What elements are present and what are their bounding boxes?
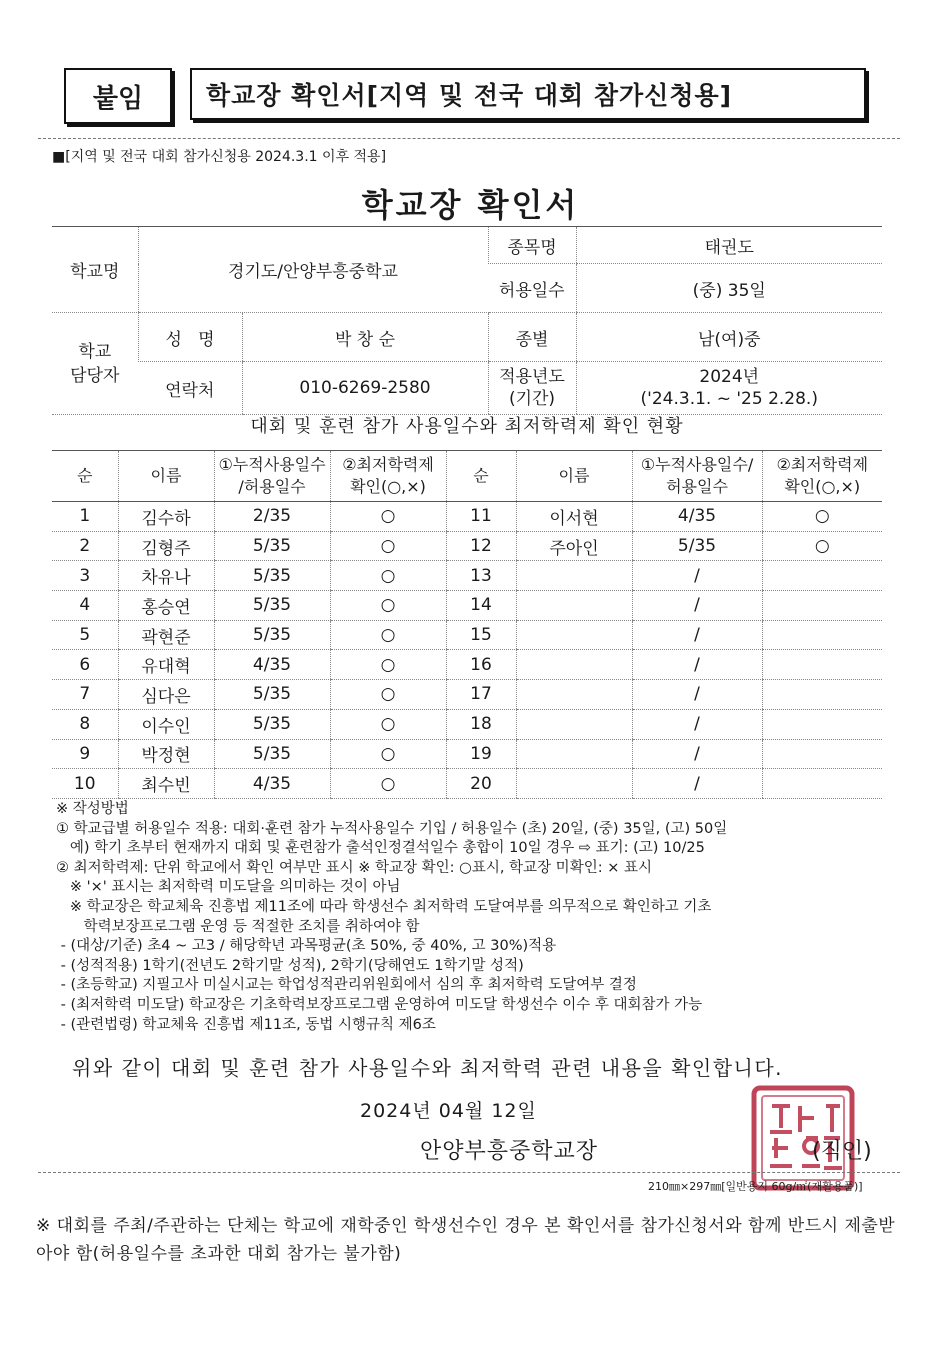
col-num: 순: [52, 451, 118, 502]
instruction-line: ※ '×' 표시는 최저학력 미도달을 의미하는 것이 아님: [56, 879, 401, 896]
table-row: [52, 502, 882, 532]
applicability-note: ■[지역 및 전국 대회 참가신청용 2024.3.1 이후 적용]: [52, 149, 387, 165]
cell-ok: ○: [330, 680, 446, 710]
attachment-tag-text: 붙임: [92, 83, 144, 114]
cell-n2: 12: [446, 531, 516, 561]
cell-days2: /: [632, 739, 762, 769]
instruction-line: ※ 작성방법: [56, 801, 129, 817]
cell-name: 곽현준: [118, 620, 214, 650]
instruction-line: - (최저학력 미도달) 학교장은 기초학력보장프로그램 운영하여 미도달 학생선수 이수 후 대회참가 가능: [56, 996, 703, 1013]
table-body: [52, 502, 882, 799]
cell-days2: 5/35: [632, 531, 762, 561]
seal-label: (직인): [812, 1139, 872, 1164]
manager-label-line2: 담당자: [70, 365, 120, 386]
col-acad-line2: 확인(○,×): [350, 477, 426, 496]
cell-days: 5/35: [214, 680, 330, 710]
instruction-line: ※ 학교장은 학교체육 진흥법 제11조에 따라 학생선수 최저학력 도달여부를 의무적으로 확인하고 기초: [56, 898, 712, 915]
cell-n2: 11: [446, 502, 516, 532]
school-label: 학교명: [52, 227, 138, 313]
document-banner-text: 학교장 확인서[지역 및 전국 대회 참가신청용]: [206, 81, 733, 110]
cell-days: 5/35: [214, 561, 330, 591]
attachment-tag: [64, 68, 172, 124]
year-label: [488, 362, 576, 415]
cell-days2: /: [632, 709, 762, 739]
cell-name2: [516, 561, 632, 591]
contact-label: 연락처: [138, 362, 242, 415]
instruction-line: - (성적적용) 1학기(전년도 2학기말 성적), 2학기(당해연도 1학기말 성적): [56, 957, 524, 974]
confirmation-statement: 위와 같이 대회 및 훈련 참가 사용일수와 최저학력 관련 내용을 확인합니다.: [72, 1056, 784, 1080]
cell-n2: 14: [446, 591, 516, 621]
cell-name: 최수빈: [118, 769, 214, 799]
col-days: [214, 451, 330, 502]
cell-ok2: [762, 680, 882, 710]
instruction-line: 학력보장프로그램 운영 등 적절한 조치를 취하여야 함: [56, 918, 420, 935]
cell-ok: ○: [330, 620, 446, 650]
name-value: 박 창 순: [242, 313, 488, 362]
year-label-line2: (기간): [508, 389, 556, 409]
divider: [38, 138, 900, 139]
cell-n: 3: [52, 561, 118, 591]
school-value: 경기도/안양부흥중학교: [138, 227, 488, 313]
info-table: [52, 226, 882, 415]
col-acad-right: [762, 451, 882, 502]
cell-name: 차유나: [118, 561, 214, 591]
col-days-right-line1: ①누적사용일수/: [640, 455, 754, 474]
table-row: [52, 531, 882, 561]
cell-days2: 4/35: [632, 502, 762, 532]
table-row: [52, 739, 882, 769]
sport-label: 종목명: [488, 227, 576, 264]
cell-name2: [516, 769, 632, 799]
cell-n: 10: [52, 769, 118, 799]
cell-ok2: [762, 591, 882, 621]
cell-ok: ○: [330, 769, 446, 799]
col-acad-right-line1: ②최저학력제: [776, 455, 869, 474]
gender-value: 남(여)중: [576, 313, 882, 362]
cell-name2: 이서현: [516, 502, 632, 532]
cell-name: 유대혁: [118, 650, 214, 680]
instruction-line: 예) 학기 초부터 현재까지 대회 및 훈련참가 출석인정결석일수 총합이 10일 경우 ⇨ 표기: (고) 10/25: [56, 840, 705, 857]
section-title: 대회 및 훈련 참가 사용일수와 최저학력제 확인 현황: [250, 416, 684, 437]
cell-n: 5: [52, 620, 118, 650]
cell-ok: ○: [330, 502, 446, 532]
manager-label-line1: 학교: [78, 341, 112, 362]
col-days-line2: /허용일수: [238, 477, 306, 496]
participation-table: [52, 450, 882, 799]
cell-name2: [516, 680, 632, 710]
table-row: [52, 620, 882, 650]
cell-days: 4/35: [214, 650, 330, 680]
footer-note: ※ 대회를 주최/주관하는 단체는 학교에 재학중인 학생선수인 경우 본 확인서를 참가신청서와 함께 반드시 제출받아야 함(허용일수를 초과한 대회 참가는 불가함): [36, 1216, 896, 1264]
cell-days2: /: [632, 591, 762, 621]
cell-name2: [516, 739, 632, 769]
cell-name: 김형주: [118, 531, 214, 561]
form-size: 210㎜×297㎜[일반용지 60g/㎡(재활용품)]: [648, 1180, 863, 1193]
cell-days: 2/35: [214, 502, 330, 532]
col-name-right: 이름: [516, 451, 632, 502]
cell-n2: 15: [446, 620, 516, 650]
cell-n2: 20: [446, 769, 516, 799]
cell-days2: /: [632, 561, 762, 591]
cell-name: 심다은: [118, 680, 214, 710]
instruction-line: - (관련법령) 학교체육 진흥법 제11조, 동법 시행규칙 제6조: [56, 1016, 436, 1033]
cell-ok: ○: [330, 650, 446, 680]
cell-ok2: [762, 769, 882, 799]
year-value-line1: 2024년: [699, 367, 760, 387]
instruction-line: ② 최저학력제: 단위 학교에서 확인 여부만 표시 ※ 학교장 확인: ○표시, 학교장 미확인: × 표시: [56, 859, 652, 876]
cell-ok2: [762, 620, 882, 650]
cell-days2: /: [632, 620, 762, 650]
cell-n: 4: [52, 591, 118, 621]
cell-name: 박정현: [118, 739, 214, 769]
col-name: 이름: [118, 451, 214, 502]
cell-days: 4/35: [214, 769, 330, 799]
sport-value: 태권도: [576, 227, 882, 264]
cell-ok: ○: [330, 531, 446, 561]
cell-ok: ○: [330, 561, 446, 591]
year-label-line1: 적용년도: [499, 367, 565, 387]
cell-n: 2: [52, 531, 118, 561]
instructions: [56, 800, 896, 1035]
cell-days: 5/35: [214, 620, 330, 650]
cell-ok2: [762, 561, 882, 591]
cell-name2: [516, 620, 632, 650]
col-acad: [330, 451, 446, 502]
table-row: [52, 680, 882, 710]
col-days-right: [632, 451, 762, 502]
page-title: 학교장 확인서: [361, 186, 580, 224]
allow-days-value: (중) 35일: [576, 264, 882, 313]
table-row: [52, 769, 882, 799]
cell-days: 5/35: [214, 739, 330, 769]
year-value-line2: ('24.3.1. ~ '25 2.28.): [640, 389, 818, 409]
cell-n: 7: [52, 680, 118, 710]
instruction-line: ① 학교급별 허용일수 적용: 대회·훈련 참가 누적사용일수 기입 / 허용일수 (초) 20일, (중) 35일, (고) 50일: [56, 820, 728, 837]
gender-label: 종별: [488, 313, 576, 362]
cell-n2: 13: [446, 561, 516, 591]
cell-ok2: ○: [762, 531, 882, 561]
cell-name2: [516, 650, 632, 680]
table-row: [52, 709, 882, 739]
table-row: [52, 561, 882, 591]
col-days-line1: ①누적사용일수: [218, 455, 326, 474]
issue-date: 2024년 04월 12일: [360, 1100, 537, 1122]
document-banner: [190, 68, 866, 120]
cell-days2: /: [632, 769, 762, 799]
cell-ok2: [762, 739, 882, 769]
year-value: [576, 362, 882, 415]
cell-ok: ○: [330, 709, 446, 739]
col-acad-right-line2: 확인(○,×): [784, 477, 861, 496]
name-label: 성 명: [138, 313, 242, 362]
instruction-line: - (초등학교) 지필고사 미실시교는 학업성적관리위원회에서 심의 후 최저학력 도달여부 결정: [56, 977, 637, 994]
cell-n: 1: [52, 502, 118, 532]
cell-name: 김수하: [118, 502, 214, 532]
col-num-right: 순: [446, 451, 516, 502]
cell-name2: [516, 709, 632, 739]
cell-ok: ○: [330, 591, 446, 621]
table-row: [52, 650, 882, 680]
cell-name2: [516, 591, 632, 621]
divider-bottom: [38, 1172, 900, 1173]
cell-name2: 주아인: [516, 531, 632, 561]
manager-label: [52, 313, 138, 415]
cell-n: 8: [52, 709, 118, 739]
cell-n2: 16: [446, 650, 516, 680]
cell-name: 이수인: [118, 709, 214, 739]
cell-days2: /: [632, 650, 762, 680]
cell-n2: 18: [446, 709, 516, 739]
cell-ok: ○: [330, 739, 446, 769]
cell-ok2: [762, 650, 882, 680]
allow-days-label: 허용일수: [488, 264, 576, 313]
cell-n: 9: [52, 739, 118, 769]
col-acad-line1: ②최저학력제: [342, 455, 434, 474]
cell-days: 5/35: [214, 531, 330, 561]
cell-ok2: ○: [762, 502, 882, 532]
cell-n2: 19: [446, 739, 516, 769]
cell-name: 홍승연: [118, 591, 214, 621]
table-row: [52, 591, 882, 621]
cell-days2: /: [632, 680, 762, 710]
cell-ok2: [762, 709, 882, 739]
instruction-line: - (대상/기준) 초4 ~ 고3 / 해당학년 과목평균(초 50%, 중 40%, 고 30%)적용: [56, 938, 557, 955]
contact-value: 010-6269-2580: [242, 362, 488, 415]
cell-n2: 17: [446, 680, 516, 710]
cell-n: 6: [52, 650, 118, 680]
cell-days: 5/35: [214, 709, 330, 739]
cell-days: 5/35: [214, 591, 330, 621]
principal-name: 안양부흥중학교장: [420, 1139, 599, 1164]
col-days-right-line2: 허용일수: [666, 477, 728, 496]
